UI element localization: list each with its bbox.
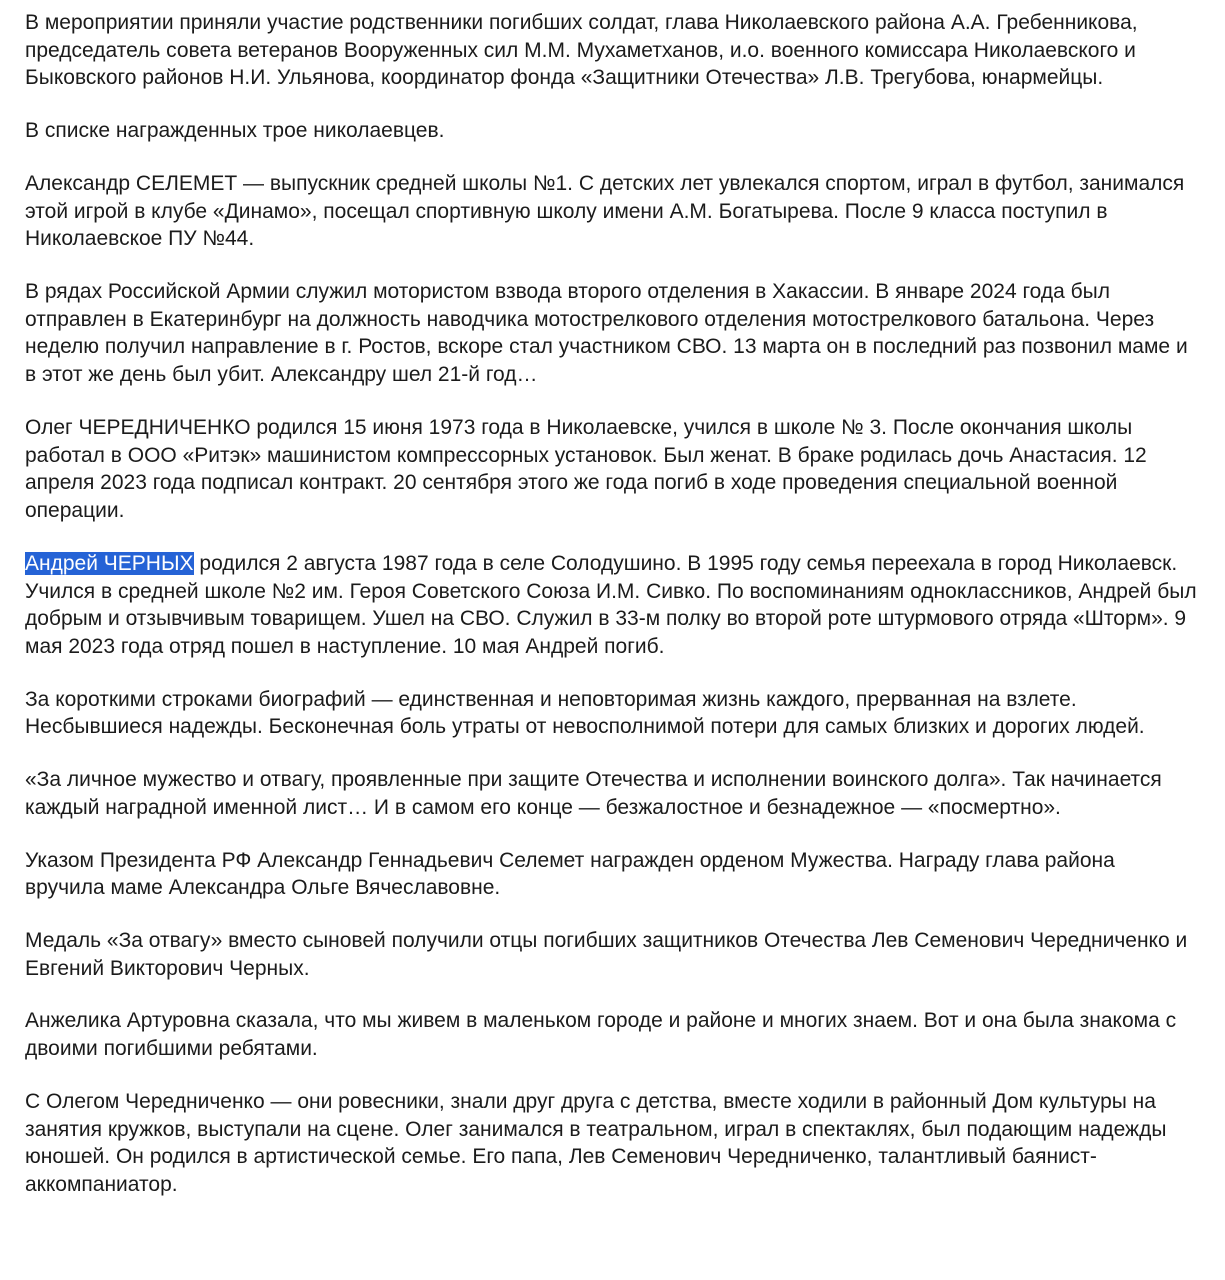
paragraph-reflection: За короткими строками биографий — единственная и неповторимая жизнь каждого, прерванная на взлете. Несбывшиеся надежды. Бесконечная боль утраты от невосполнимой потери для самых близких и дорогих людей.	[25, 687, 1145, 739]
paragraph-medal-for-bravery: Медаль «За отвагу» вместо сыновей получили отцы погибших защитников Отечества Лев Семенович Чередниченко и Евгений Викторович Черных.	[25, 928, 1188, 980]
article-body	[25, 9, 1200, 1199]
paragraph-cherednichenko-bio: Олег ЧЕРЕДНИЧЕНКО родился 15 июня 1973 года в Николаевске, учился в школе № 3. После окончания школы работал в ООО «Ритэк» машинистом компрессорных установок. Был женат. В браке родилась дочь Анастасия. 12 апреля 2023 года подписал контракт. 20 сентября этого же года погиб в ходе проведения специальной военной операции.	[25, 415, 1147, 523]
paragraph-oleg-memories: С Олегом Чередниченко — они ровесники, знали друг друга с детства, вместе ходили в районный Дом культуры на занятия кружков, выступали на сцене. Олег занимался в театральном, играл в спектаклях, был подающим надежды юношей. Он родился в артистической семье. Его папа, Лев Семенович Чередниченко, талантливый баянист-аккомпаниатор.	[25, 1089, 1167, 1196]
paragraph-chernykh-bio-text: родился 2 августа 1987 года в селе Солодушино. В 1995 году семья переехала в город Николаевск. Учился в средней школе №2 им. Героя Советского Союза И.М. Сивко. По воспоминаниям одноклассников, Андрей был добрым и отзывчивым товарищем. Ушел на СВО. Служил в 33-м полку во второй роте штурмового отряда «Шторм». 9 мая 2023 года отряд пошел в наступление. 10 мая Андрей погиб.	[25, 551, 1197, 658]
paragraph-chernykh-bio	[25, 550, 1200, 661]
paragraph-event-participants: В мероприятии приняли участие родственники погибших солдат, глава Николаевского района А.А. Гребенникова, председатель совета ветеранов Вооруженных сил М.М. Мухаметханов, и.о. военного комиссара Николаевского и Быковского районов Н.И. Ульянова, координатор фонда «Защитники Отечества» Л.В. Трегубова, юнармейцы.	[25, 11, 1138, 90]
paragraph-selemet-bio: Александр СЕЛЕМЕТ — выпускник средней школы №1. С детских лет увлекался спортом, играл в футбол, занимался этой игрой в клубе «Динамо», посещал спортивную школу имени А.М. Богатырева. После 9 класса поступил в Николаевское ПУ №44.	[25, 171, 1185, 251]
paragraph-selemet-service: В рядах Российской Армии служил мотористом взвода второго отделения в Хакассии. В январе 2024 года был отправлен в Екатеринбург на должность наводчика мотострелкового отделения мотострелкового батальона. Через неделю получил направление в г. Ростов, вскоре стал участником СВО. 13 марта он в последний раз позвонил маме и в этот же день был убит. Александру шел 21-й год…	[25, 280, 1188, 387]
paragraph-awardees-count: В списке награжденных трое николаевцев.	[25, 119, 445, 143]
selected-text-highlight[interactable]: Андрей ЧЕРНЫХ	[25, 551, 194, 575]
paragraph-anzhelika-quote: Анжелика Артуровна сказала, что мы живем в маленьком городе и районе и многих знаем. Вот и она была знакома с двоими погибшими ребятами.	[25, 1009, 1177, 1061]
paragraph-order-of-courage: Указом Президента РФ Александр Геннадьевич Селемет награжден орденом Мужества. Награду глава района вручила маме Александра Ольге Вячеславовне.	[25, 848, 1115, 900]
paragraph-award-citation: «За личное мужество и отвагу, проявленные при защите Отечества и исполнении воинского долга». Так начинается каждый наградной именной лист… И в самом его конце — безжалостное и безнадежное — «посмертно».	[25, 768, 1162, 819]
